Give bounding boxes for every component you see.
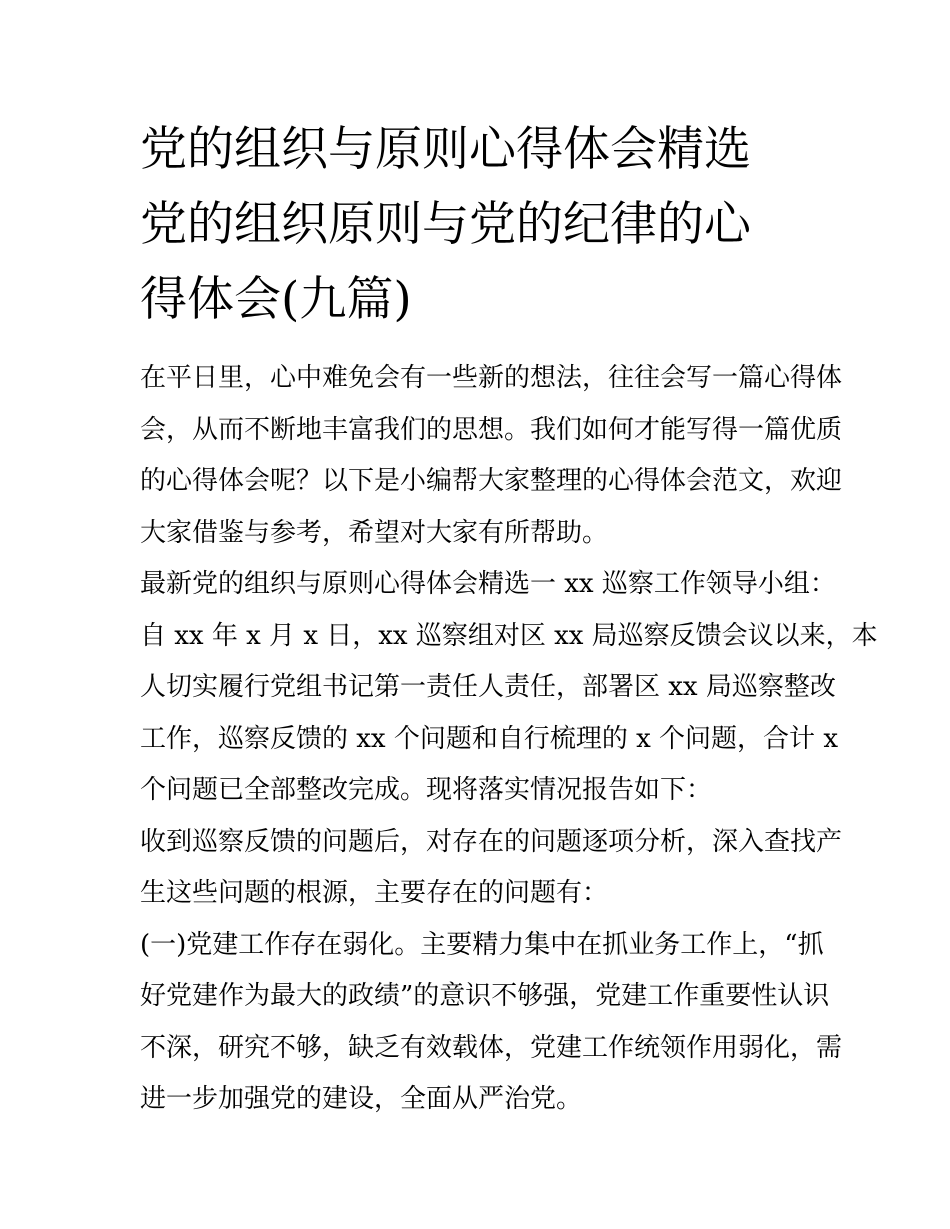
body-line: 人切实履行党组书记第一责任人责任，部署区 xx 局巡察整改	[140, 672, 836, 702]
body-line: 个问题已全部整改完成。现将落实情况报告如下：	[140, 775, 713, 805]
body-line: 不深，研究不够，缺乏有效载体，党建工作统领作用弱化，需	[140, 1032, 843, 1063]
body-line: 好党建作为最大的政绩”的意识不够强，党建工作重要性认识	[140, 981, 830, 1011]
body-line: 工作，巡察反馈的 xx 个问题和自行梳理的 x 个问题，合计 x	[140, 723, 838, 754]
body-line: (一)党建工作存在弱化。主要精力集中在抓业务工作上，“抓	[140, 929, 824, 960]
document-title	[140, 112, 820, 337]
body-line: 自 xx 年 x 月 x 日，xx 巡察组对区 xx 局巡察反馈会议以来，本	[140, 620, 878, 651]
body-line: 会，从而不断地丰富我们的思想。我们如何才能写得一篇优质	[140, 414, 843, 445]
title-line: 得体会(九篇)	[140, 272, 412, 327]
title-line: 党的组织原则与党的纪律的心	[140, 197, 751, 252]
document-body	[140, 353, 878, 1126]
body-line: 的心得体会呢？以下是小编帮大家整理的心得体会范文，欢迎	[140, 466, 843, 496]
body-line: 在平日里，心中难免会有一些新的想法，往往会写一篇心得体	[140, 363, 843, 393]
body-line: 收到巡察反馈的问题后，对存在的问题逐项分析，深入查找产	[140, 826, 843, 857]
title-line: 党的组织与原则心得体会精选	[140, 122, 751, 177]
body-line: 最新党的组织与原则心得体会精选一 xx 巡察工作领导小组：	[140, 569, 836, 599]
body-line: 大家借鉴与参考，希望对大家有所帮助。	[140, 517, 609, 548]
body-line: 生这些问题的根源，主要存在的问题有：	[140, 878, 609, 908]
body-line: 进一步加强党的建设，全面从严治党。	[140, 1084, 583, 1114]
